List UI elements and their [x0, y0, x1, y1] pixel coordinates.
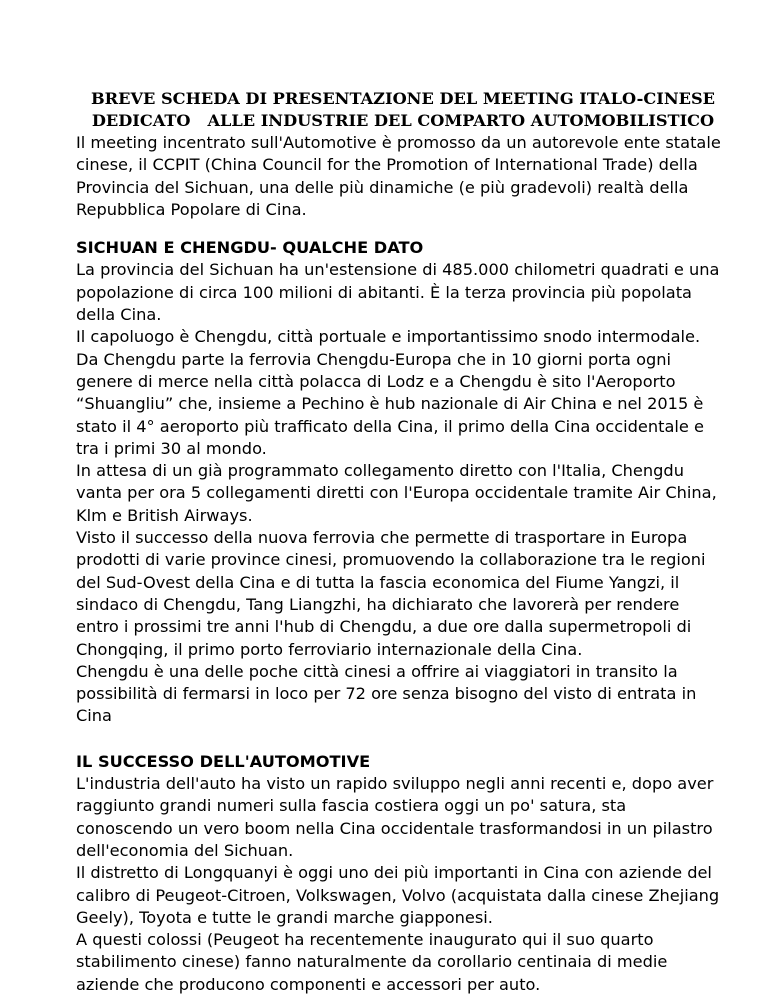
paragraph: Il capoluogo è Chengdu, città portuale e importantissimo snodo intermodale. Da Chengdu parte la ferrovia Chengdu-Europa che in 10 giorni porta ogni genere di merce nella città polacca di Lodz e a Chengdu è sito l'Aeroporto “Shuangliu” che, insieme a Pechino è hub nazionale di Air China e nel 2015 è stato il 4° aeroporto più trafficato della Cina, il primo della Cina occidentale e tra i primi 30 al mondo.: [76, 327, 704, 458]
paragraph: In attesa di un già programmato collegamento diretto con l'Italia, Chengdu vanta per ora 5 collegamenti diretti con l'Europa occidentale tramite Air China, Klm e British Airways.: [76, 461, 717, 525]
section-heading: IL SUCCESSO DELL'AUTOMOTIVE: [76, 751, 371, 771]
paragraph: A questi colossi (Peugeot ha recentemente inaugurato qui il suo quarto stabilimento cinese) fanno naturalmente da corollario centinaia di medie aziende che producono componenti e accessori per auto.: [76, 930, 668, 994]
document-title: [76, 88, 726, 132]
intro-paragraph: Il meeting incentrato sull'Automotive è promosso da un autorevole ente statale cinese, il CCPIT (China Council for the Promotion of International Trade) della Provincia del Sichuan, una delle più dinamiche (e più gradevoli) realtà della Repubblica Popolare di Cina.: [76, 133, 721, 219]
section-automotive: [76, 751, 726, 996]
document-page: [76, 88, 726, 996]
paragraph: L'industria dell'auto ha visto un rapido sviluppo negli anni recenti e, dopo aver raggiunto grandi numeri sulla fascia costiera oggi un po' satura, sta conoscendo un vero boom nella Cina occidentale trasformandosi in un pilastro dell'economia del Sichuan.: [76, 774, 714, 860]
section-heading: SICHUAN E CHENGDU- QUALCHE DATO: [76, 238, 424, 258]
paragraph: Il distretto di Longquanyi è oggi uno dei più importanti in Cina con aziende del calibro di Peugeot-Citroen, Volkswagen, Volvo (acquistata dalla cinese Zhejiang Geely), Toyota e tutte le grandi marche giapponesi.: [76, 863, 720, 927]
section-sichuan-chengdu: [76, 237, 726, 728]
title-line-1: BREVE SCHEDA DI PRESENTAZIONE DEL MEETING ITALO-CINESE: [90, 89, 716, 108]
paragraph: Visto il successo della nuova ferrovia che permette di trasportare in Europa prodotti di varie province cinesi, promuovendo la collaborazione tra le regioni del Sud-Ovest della Cina e di tutta la fascia economica del Fiume Yangzi, il sindaco di Chengdu, Tang Liangzhi, ha dichiarato che lavorerà per rendere entro i prossimi tre anni l'hub di Chengdu, a due ore dalla supermetropoli di Chongqing, il primo porto ferroviario internazionale della Cina.: [76, 528, 706, 659]
title-line-2: DEDICATO ALLE INDUSTRIE DEL COMPARTO AUTOMOBILISTICO: [91, 111, 715, 130]
paragraph: La provincia del Sichuan ha un'estensione di 485.000 chilometri quadrati e una popolazione di circa 100 milioni di abitanti. È la terza provincia più popolata della Cina.: [76, 260, 720, 325]
paragraph: Chengdu è una delle poche città cinesi a offrire ai viaggiatori in transito la possibilità di fermarsi in loco per 72 ore senza bisogno del visto di entrata in Cina: [76, 661, 697, 726]
